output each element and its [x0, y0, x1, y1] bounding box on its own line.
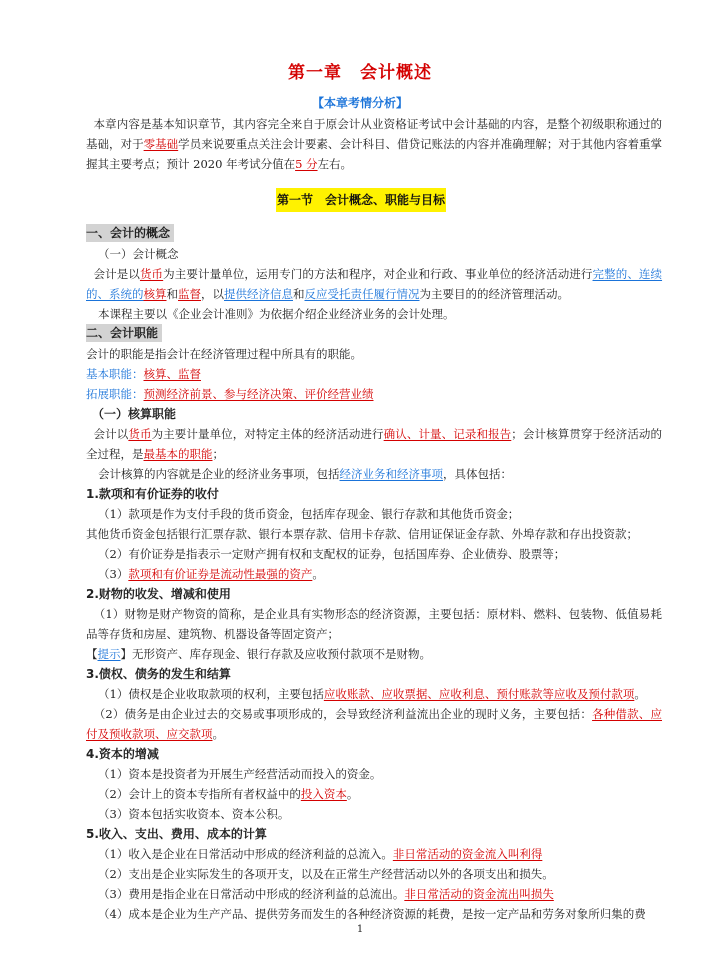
- item-5-line-1-text: （1）收入是企业在日常活动中形成的经济利益的总流入。: [98, 847, 393, 861]
- accounting-content-text-2: ，具体包括：: [443, 467, 512, 481]
- concept-highlight-accounting: 核算: [143, 287, 167, 301]
- item-1-line-1: （1）款项是作为支付手段的货币资金，包括库存现金、银行存款和其他货币资金；: [98, 507, 520, 521]
- item-2-line-1: [86, 604, 662, 644]
- extended-functions-label: 拓展职能：: [86, 387, 144, 401]
- item-4-line-2-prefix: （2）会计上的资本专指所有者权益中的: [98, 787, 301, 801]
- tip-label: 提示: [97, 647, 121, 661]
- liquidity-highlight: 款项和有价证券是流动性最强的资产: [128, 567, 313, 581]
- extended-functions-value: 预测经济前景、参与经济决策、评价经营业绩: [143, 387, 374, 401]
- item-2-tip: [86, 644, 431, 664]
- concept-highlight-supervision: 监督: [178, 287, 201, 301]
- concept-text-6: 为主要目的的经济管理活动。: [419, 287, 569, 301]
- item-5-line-3: [98, 884, 554, 904]
- page-number: 1: [356, 924, 364, 935]
- accounting-function-paragraph: [86, 424, 662, 464]
- functions-definition: 会计的职能是指会计在经济管理过程中所具有的职能。: [86, 347, 362, 361]
- functions-heading: 二、会计职能: [86, 324, 162, 342]
- item-2-line-1-text: （1）财物是财产物资的简称，是企业具有实物形态的经济资源，主要包括：原材料、燃料、包装物、低值易耗品等存货和房屋、建筑物、机器设备等固定资产；: [86, 607, 662, 641]
- concept-highlight-responsibility: 反应受托责任履行情况: [304, 287, 420, 301]
- invested-capital-highlight: 投入资本: [300, 787, 347, 801]
- item-3-heading: 3.债权、债务的发生和结算: [86, 667, 231, 681]
- item-3-line-1-suffix: 。: [634, 687, 646, 701]
- course-note: 本课程主要以《企业会计准则》为依据介绍企业经济业务的会计处理。: [98, 307, 455, 321]
- accounting-highlight-basic: 最基本的职能: [143, 447, 213, 461]
- accounting-content-text-1: 会计核算的内容就是企业的经济业务事项，包括: [98, 467, 340, 481]
- concept-text-4: ，以: [201, 287, 224, 301]
- concept-heading: 一、会计的概念: [86, 224, 174, 242]
- item-3-line-2-prefix: （2）债务是由企业过去的交易或事项形成的，会导致经济利益流出企业的现时义务，主要包括：: [93, 707, 593, 721]
- item-3-line-2: [86, 704, 662, 744]
- basic-functions: [86, 364, 201, 384]
- item-1-line-4: [98, 564, 324, 584]
- analysis-heading: 【本章考情分析】: [311, 96, 408, 110]
- item-4-line-1: （1）资本是投资者为开展生产经营活动而投入的资金。: [98, 767, 382, 781]
- accounting-content: [98, 464, 512, 484]
- intro-text-2: 学员来说要重点关注会计要素、会计科目、借贷记账法的内容并准确理解；对于其他内容着重掌握其主要考点；预计 2020 年考试分值在: [86, 137, 663, 171]
- concept-text-5: 和: [293, 287, 305, 301]
- item-4-line-2: [98, 784, 358, 804]
- item-1-line-2: 其他货币资金包括银行汇票存款、银行本票存款、信用卡存款、信用证保证金存款、外埠存款和存出投资款；: [86, 527, 638, 541]
- accounting-text-1: 会计以: [93, 427, 129, 441]
- item-2-heading: 2.财物的收发、增减和使用: [86, 587, 231, 601]
- item-3-line-1-prefix: （1）债权是企业收取款项的权利，主要包括: [98, 687, 324, 701]
- concept-subheading: （一）会计概念: [98, 247, 179, 261]
- concept-highlight-info: 提供经济信息: [224, 287, 293, 301]
- basic-functions-label: 基本职能：: [86, 367, 144, 381]
- item-4-line-3: （3）资本包括实收资本、资本公积。: [98, 807, 290, 821]
- item-4-line-2-suffix: 。: [346, 787, 359, 801]
- tip-bracket-open: 【: [86, 647, 98, 661]
- accounting-function-heading: （一）核算职能: [92, 407, 177, 421]
- accounting-text-2: 为主要计量单位，对特定主体的经济活动进行: [151, 427, 384, 441]
- item-5-line-1: [98, 844, 542, 864]
- item-5-line-2: （2）支出是企业实际发生的各项开支，以及在正常生产经营活动以外的各项支出和损失。: [98, 867, 554, 881]
- tip-text: 】无形资产、库存现金、银行存款及应收预付款项不是财物。: [120, 647, 431, 661]
- gains-highlight: 非日常活动的资金流入叫利得: [392, 847, 543, 861]
- accounting-highlight-steps: 确认、计量、记录和报告: [383, 427, 512, 441]
- concept-definition: [86, 264, 662, 304]
- concept-text-2: 为主要计量单位，运用专门的方法和程序，对企业和行政、事业单位的经济活动进行: [163, 267, 593, 281]
- item-1-line-3: （2）有价证券是指表示一定财产拥有权和支配权的证券，包括国库券、企业债券、股票等；: [98, 547, 566, 561]
- item-5-line-4: （4）成本是企业为生产产品、提供劳务而发生的各种经济资源的耗费，是按一定产品和劳务对象所归集的费: [98, 907, 646, 921]
- item-4-heading: 4.资本的增减: [86, 747, 159, 761]
- accounting-content-highlight: 经济业务和经济事项: [339, 467, 443, 481]
- item-1-heading: 1.款项和有价证券的收付: [86, 487, 219, 501]
- intro-text-1: 本章内容是基本知识章节，其内容完全来自于原会计从业资格证考试中会计基础的内容，是整个初级职称通过的基础，对于: [86, 117, 663, 151]
- item-3-line-1: [98, 684, 646, 704]
- intro-text-3: 左右。: [317, 157, 353, 171]
- concept-text-1: 会计是以: [93, 267, 140, 281]
- basic-functions-value: 核算、监督: [143, 367, 201, 381]
- item-1-line-4-prefix: （3）: [98, 567, 129, 581]
- section-1-title: 第一节 会计概念、职能与目标: [276, 188, 446, 212]
- concept-highlight-currency: 货币: [139, 267, 164, 281]
- extended-functions: [86, 384, 374, 404]
- payables-highlight: 各种借款、应付及预收款项、应交款项: [86, 707, 662, 741]
- intro-highlight-score: 5 分: [295, 157, 318, 171]
- accounting-text-3: ；会计核算贯穿于经济活动的全过程，是: [86, 427, 663, 461]
- chapter-title: 第一章 会计概述: [288, 63, 432, 83]
- item-3-line-2-suffix: 。: [212, 727, 224, 741]
- losses-highlight: 非日常活动的资金流出叫损失: [404, 887, 554, 901]
- intro-paragraph: [86, 114, 662, 174]
- receivables-highlight: 应收账款、应收票据、应收利息、预付账款等应收及预付款项: [323, 687, 635, 701]
- concept-text-3: 和: [166, 287, 178, 301]
- item-5-heading: 5.收入、支出、费用、成本的计算: [86, 827, 267, 841]
- intro-highlight-zero-basis: 零基础: [143, 137, 179, 151]
- accounting-highlight-currency: 货币: [128, 427, 152, 441]
- concept-highlight-complete: 完整的、连续的、系统的: [86, 267, 663, 301]
- accounting-text-4: ；: [212, 447, 224, 461]
- item-5-line-3-text: （3）费用是指企业在日常活动中形成的经济利益的总流出。: [98, 887, 405, 901]
- item-1-line-4-suffix: 。: [312, 567, 324, 581]
